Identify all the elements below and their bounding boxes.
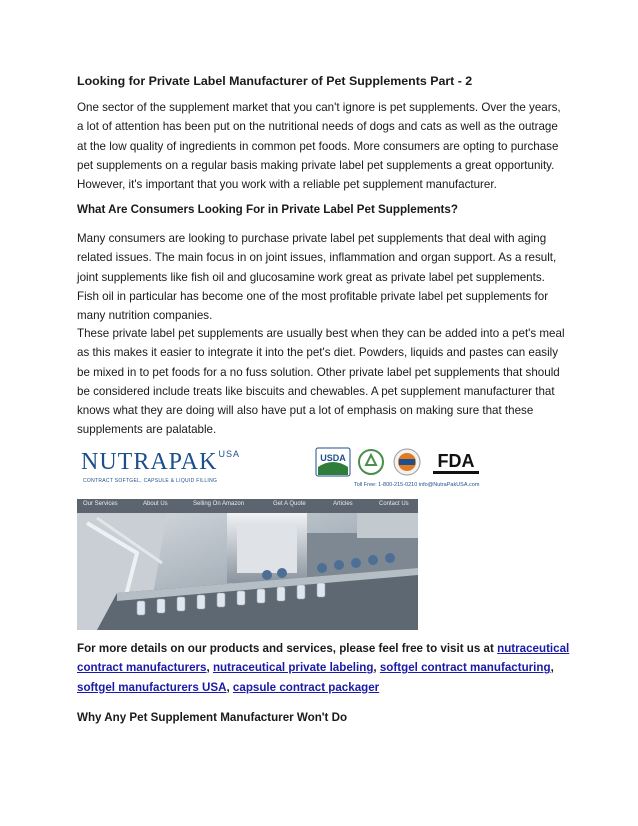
- paragraph-meals: [77, 324, 567, 440]
- text-line: pet supplements on a regular basis making private label pet supplements a great opportunity.: [77, 158, 555, 172]
- text-line: supplements are palatable.: [77, 423, 217, 437]
- link-softgel-manufacturers-usa[interactable]: softgel manufacturers USA: [77, 680, 227, 694]
- paragraph-consumers: [77, 229, 567, 325]
- nav-get-a-quote: Get A Quote: [273, 501, 306, 507]
- text-line: Fish oil in particular has become one of the most profitable private label pet supplements for: [77, 289, 549, 303]
- text-line: Many consumers are looking to purchase private label pet supplements that deal with aging: [77, 232, 547, 245]
- gmp-badge-icon: [391, 447, 423, 477]
- text-line: [77, 639, 570, 658]
- text-line: many nutrition companies.: [77, 309, 213, 323]
- text-line: at the low quality of ingredients in common pet foods. More consumers are opting to purchase: [77, 139, 559, 153]
- banner-nav: [77, 499, 418, 513]
- banner-header: [77, 441, 480, 499]
- text-line: related issues. The main focus in on joint issues, inflammation and organ support. As a result,: [77, 251, 557, 265]
- text-line: These private label pet supplements are usually best when they can be added into a pet's meal: [77, 327, 565, 340]
- paragraph-cta: [77, 639, 570, 697]
- link-nutraceutical-private-labeling[interactable]: nutraceutical private labeling: [212, 661, 374, 675]
- text-line: One sector of the supplement market that you can't ignore is pet supplements. Over the years,: [77, 101, 561, 114]
- page-title: Looking for Private Label Manufacturer of Pet Supplements Part - 2: [77, 74, 473, 88]
- contact-info: Toll Free: 1-800-215-0210 info@NutraPakUSA.com: [354, 482, 480, 488]
- paragraph-intro: [77, 98, 567, 194]
- section-heading-consumers: What Are Consumers Looking For in Private Label Pet Supplements?: [77, 203, 458, 216]
- text-line: [77, 678, 567, 697]
- separator: ,: [373, 661, 380, 675]
- nav-articles: Articles: [333, 501, 353, 507]
- fda-logo-icon: [429, 447, 483, 477]
- text-line: joint supplements like fish oil and glucosamine work great as private label pet supplements.: [77, 270, 545, 284]
- text-line: as this makes it easier to integrate it into the pet's diet. Powders, liquids and pastes can easily: [77, 346, 559, 360]
- link-nutraceutical-contract-manufacturers-cont[interactable]: contract manufacturers: [77, 661, 207, 675]
- fda-text: FDA: [437, 451, 475, 471]
- nav-about-us: About Us: [143, 501, 168, 507]
- separator: ,: [226, 680, 233, 694]
- section-heading-why: Why Any Pet Supplement Manufacturer Won't Do: [77, 711, 348, 724]
- text-line: be mixed in to pet foods for a no fuss solution. Other private label pet supplements that should: [77, 365, 560, 379]
- text-line: knows what they are doing will also have put a lot of emphasis on making sure that these: [77, 404, 534, 418]
- nutrapak-banner-image: [77, 441, 480, 630]
- link-nutraceutical-contract-manufacturers[interactable]: nutraceutical: [497, 642, 570, 655]
- text-line: be considered include treats like biscuits and chewables. A pet supplement manufacturer that: [77, 384, 555, 398]
- text-line: a lot of attention has been put on the nutritional needs of dogs and cats as well as the outrage: [77, 120, 558, 134]
- link-softgel-contract-manufacturing[interactable]: softgel contract manufacturing: [379, 661, 551, 675]
- logo-usa: USA: [218, 449, 240, 459]
- logo-text: NUTRAPAK: [81, 449, 218, 475]
- usda-text: USDA: [320, 453, 346, 463]
- text-line: However, it's important that you work with a reliable pet supplement manufacturer.: [77, 178, 497, 192]
- text-line: contract manufacturers, nutraceutical private labeling, softgel contract manufacturing,: [77, 661, 554, 675]
- nutrapak-logo: [81, 449, 240, 476]
- separator: ,: [206, 661, 213, 675]
- recycle-badge-icon: [357, 447, 385, 477]
- filling-machine-photo: [77, 513, 418, 630]
- nav-selling-on-amazon: Selling On Amazon: [193, 501, 245, 507]
- nav-our-services: Our Services: [83, 501, 118, 507]
- usda-logo-icon: [315, 447, 351, 477]
- link-capsule-contract-packager[interactable]: capsule contract packager: [232, 680, 380, 694]
- nav-contact-us: Contact Us: [379, 501, 409, 507]
- cta-lead: For more details on our products and services, please feel free to visit us at: [77, 642, 494, 655]
- logo-tagline: CONTRACT SOFTGEL, CAPSULE & LIQUID FILLING: [83, 478, 218, 484]
